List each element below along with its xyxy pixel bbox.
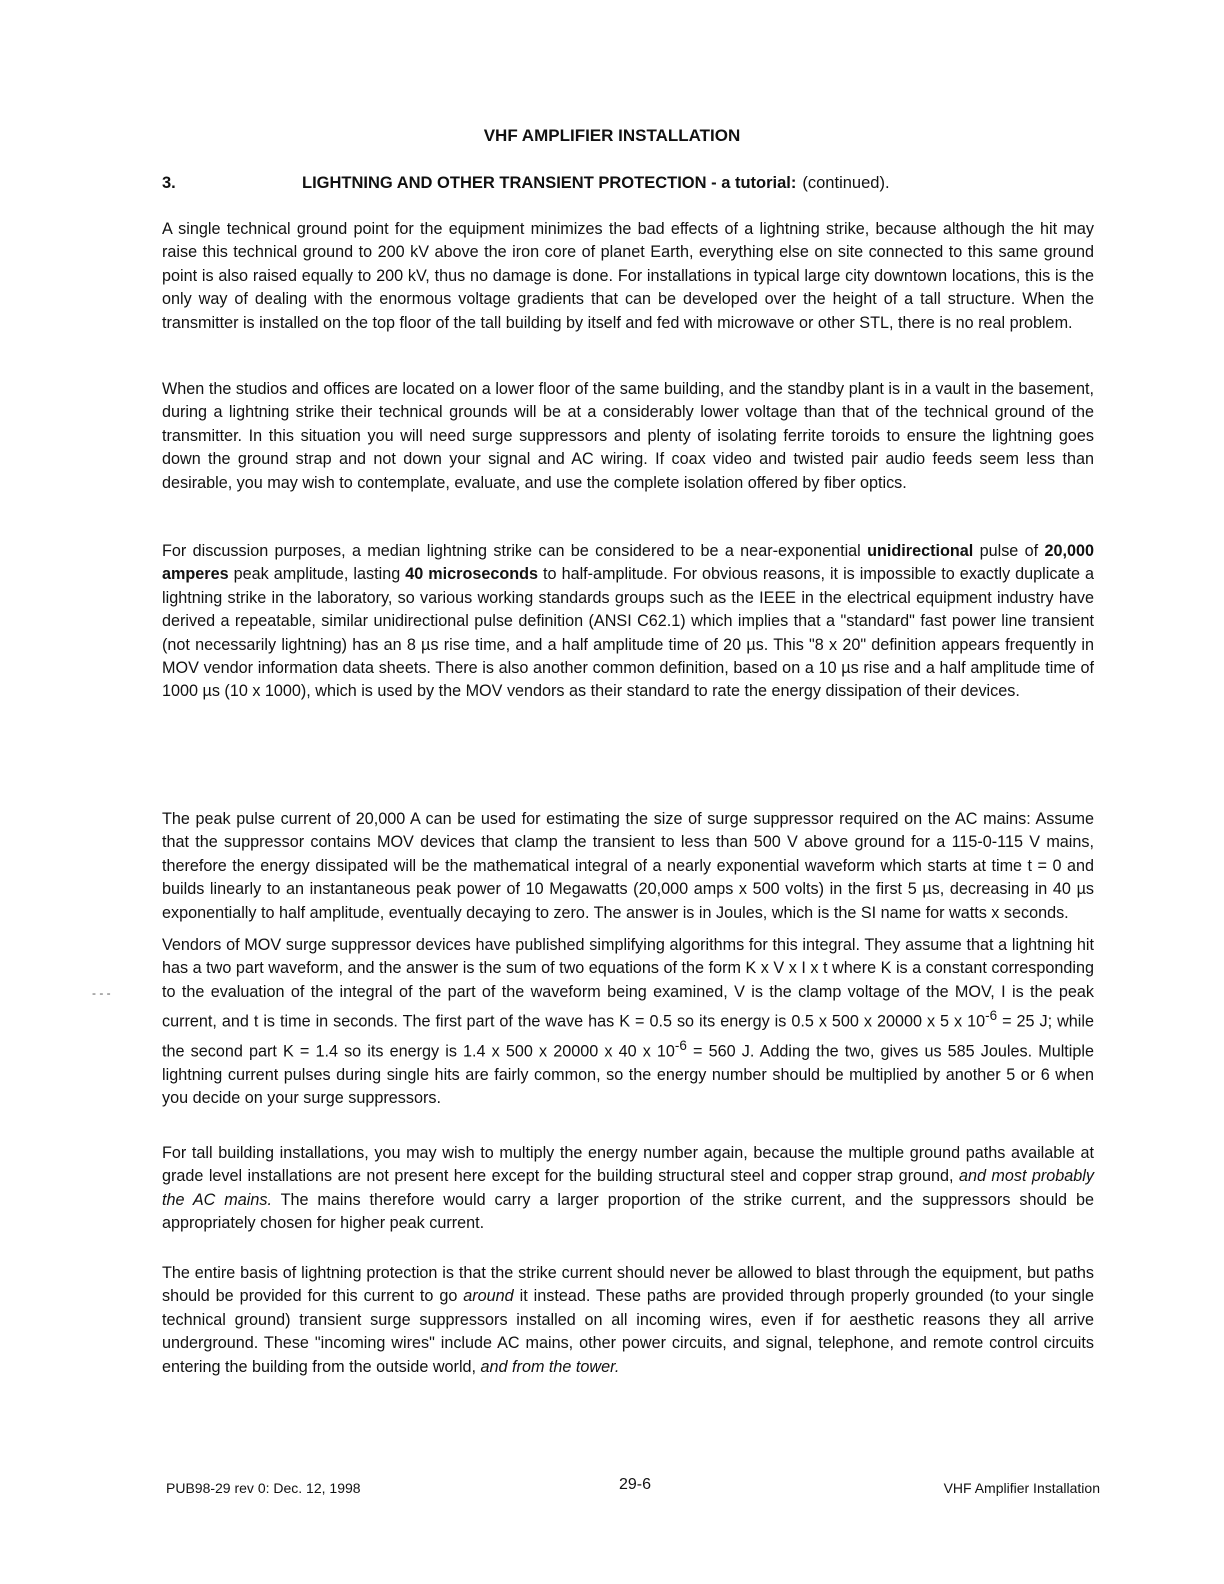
text-run: For discussion purposes, a median lightning strike can be considered to be a near-exponential bbox=[162, 542, 868, 560]
italic-run: around bbox=[463, 1287, 514, 1306]
document-title: VHF AMPLIFIER INSTALLATION bbox=[483, 126, 741, 145]
text-run: it instead. These paths are provided through properly grounded (to your single technical ground) transient surge suppressors installed on all incoming wires, even if for aesthetic reasons they all arrive underground. These "incoming wires" include AC mains, other power circuits, and signal, telephone, and remote control circuits entering the building from the outside world, bbox=[162, 1287, 1094, 1376]
paragraph-tall-building bbox=[162, 1142, 1094, 1236]
paragraph-mov-vendors bbox=[162, 934, 1094, 1111]
paragraph-median-strike bbox=[162, 540, 1094, 704]
paragraph-studios-offices: When the studios and offices are located on a lower floor of the same building, and the standby plant is in a vault in the basement, during a lightning strike their technical grounds will be at a considerably lower voltage than that of the technical ground of the transmitter. In this situation you will need surge suppressors and plenty of isolating ferrite toroids to ensure the lightning goes down the ground strap and not down your signal and AC wiring. If coax video and twisted pair audio feeds seem less than desirable, you may wish to contemplate, evaluate, and use the complete isolation offered by fiber optics. bbox=[162, 380, 1094, 492]
bold-run: 40 microseconds bbox=[405, 565, 539, 584]
margin-mark: - - - bbox=[92, 986, 111, 1000]
paragraph-peak-current: The peak pulse current of 20,000 A can be used for estimating the size of surge suppressor required on the AC mains: Assume that the suppressor contains MOV devices that clamp the transient to less than 500 V above ground for a 115-0-115 V mains, therefore the energy dissipated will be the mathematical integral of a nearly exponential waveform which starts at time t = 0 and builds linearly to an instantaneous peak power of 10 Megawatts (20,000 amps x 500 volts) in the first 5 µs, decreasing in 40 µs exponentially to half amplitude, eventually decaying to zero. The answer is in Joules, which is the SI name for watts x seconds. bbox=[162, 810, 1094, 922]
text-run: Vendors of MOV surge suppressor devices have published simplifying algorithms for this integral. They assume that a lightning hit has a two part waveform, and the answer is the sum of two equations of the form K x V x I x t where K is a constant corresponding to the evaluation of the integral of the part of the waveform being examined, V is the clamp voltage of the MOV, I is the peak current, and t is time in seconds. The first part of the wave has K = 0.5 so its energy is 0.5 x 500 x 20000 x 5 x 10 bbox=[162, 936, 1094, 1031]
bold-run: unidirectional bbox=[867, 542, 974, 560]
text-run: The entire basis of lightning protection is that the strike current should never be allowed to blast through the equipment, but paths should be provided for this current to go bbox=[162, 1264, 1094, 1306]
italic-run: and from the tower. bbox=[480, 1357, 620, 1376]
italic-run: and most probably the AC mains. bbox=[162, 1167, 1094, 1209]
text-run: = 25 J; while the second part K = 1.4 so its energy is 1.4 x 500 x 20000 x 40 x 10 bbox=[162, 1012, 1094, 1061]
section-number: 3. bbox=[162, 174, 176, 192]
text-run: For tall building installations, you may wish to multiply the energy number again, because the multiple ground paths available at grade level installations are not present here except for the building structural steel and copper strap ground, bbox=[162, 1144, 1094, 1186]
paragraph-ground-point: A single technical ground point for the equipment minimizes the bad effects of a lightning strike, because although the hit may raise this technical ground to 200 kV above the iron core of planet Earth, everything else on site connected to this same ground point is also raised equally to 200 kV, thus no damage is done. For installations in typical large city downtown locations, this is the only way of dealing with the enormous voltage gradients that can be developed over the height of a tall structure. When the transmitter is installed on the top floor of the tall building by itself and fed with microwave or other STL, there is no real problem. bbox=[162, 220, 1094, 332]
section-note: (continued). bbox=[802, 174, 890, 192]
footer-publication: PUB98-29 rev 0: Dec. 12, 1998 bbox=[166, 1480, 361, 1496]
paragraph-protection-basis bbox=[162, 1262, 1094, 1379]
text-run: pulse of bbox=[973, 542, 1045, 560]
text-run: The mains therefore would carry a larger proportion of the strike current, and the suppressors should be appropriately chosen for higher peak current. bbox=[162, 1190, 1095, 1233]
section-heading bbox=[162, 174, 1062, 193]
text-run: peak amplitude, lasting bbox=[228, 565, 406, 584]
text-run: = 560 J. Adding the two, gives us 585 Joules. Multiple lightning current pulses during single hits are fairly common, so the energy number should be multiplied by another 5 or 6 when you decide on your surge suppressors. bbox=[162, 1042, 1094, 1108]
text-run: to half-amplitude. For obvious reasons, it is impossible to exactly duplicate a lightning strike in the laboratory, so various working standards groups such as the IEEE in the electrical equipment industry have derived a repeatable, similar unidirectional pulse definition (ANSI C62.1) which implies that a "standard" fast power line transient (not necessarily lightning) has an 8 µs rise time, and a half amplitude time of 20 µs. This "8 x 20" definition appears frequently in MOV vendor information data sheets. There is also another common definition, based on a 10 µs rise and a half amplitude time of 1000 µs (10 x 1000), which is used by the MOV vendors as their standard to rate the energy dissipation of their devices. bbox=[162, 565, 1094, 701]
footer-doc-title: VHF Amplifier Installation bbox=[943, 1480, 1100, 1496]
superscript: -6 bbox=[674, 1038, 687, 1054]
superscript: -6 bbox=[985, 1008, 998, 1024]
footer-page-number: 29-6 bbox=[618, 1476, 652, 1493]
bold-run: 20,000 amperes bbox=[162, 542, 1094, 584]
section-title: LIGHTNING AND OTHER TRANSIENT PROTECTION - a tutorial: bbox=[302, 174, 797, 192]
